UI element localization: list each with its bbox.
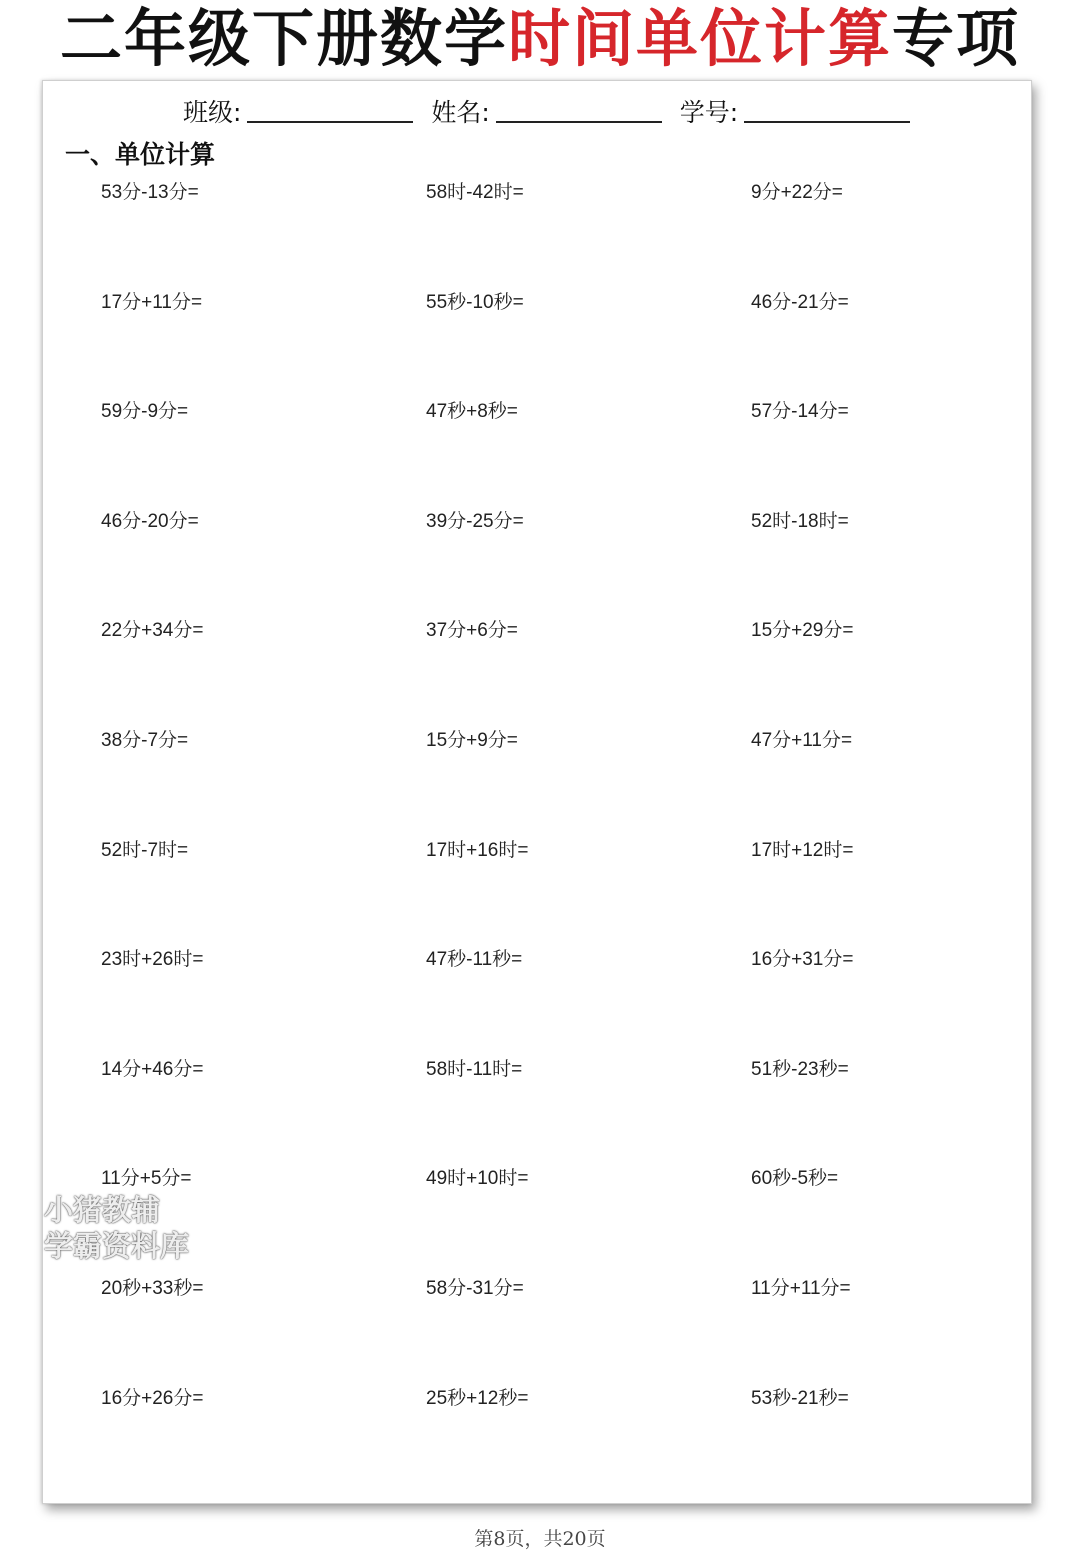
problem-item: 52时-18时=	[751, 510, 849, 532]
watermark-line-2: 学霸资料库	[44, 1229, 190, 1263]
problem-item: 11分+5分=	[101, 1168, 192, 1190]
name-blank-line	[496, 95, 662, 123]
problem-item: 52时-7时=	[101, 839, 189, 861]
problem-item: 16分+31分=	[751, 949, 854, 971]
problem-item: 49时+10时=	[426, 1168, 529, 1190]
problem-item: 59分-9分=	[101, 401, 189, 423]
banner-title	[0, 0, 1080, 78]
problem-item: 20秒+33秒=	[101, 1277, 204, 1299]
problem-item: 47分+11分=	[751, 729, 853, 751]
problem-item: 53秒-21秒=	[751, 1387, 849, 1409]
problem-item: 22分+34分=	[101, 620, 204, 642]
problem-item: 58分-31分=	[426, 1277, 524, 1299]
class-blank-line	[247, 95, 413, 123]
problem-item: 37分+6分=	[426, 620, 518, 642]
name-label: 姓名:	[431, 98, 490, 127]
problem-item: 58时-11时=	[426, 1058, 523, 1080]
problem-item: 47秒-11秒=	[426, 949, 523, 971]
problem-item: 51秒-23秒=	[751, 1058, 849, 1080]
banner-title-part-1: 二年级下册数学	[59, 2, 508, 75]
section-heading: 一、单位计算	[65, 140, 216, 169]
problem-item: 60秒-5秒=	[751, 1168, 839, 1190]
problem-item: 15分+29分=	[751, 620, 854, 642]
worksheet-page	[42, 80, 1032, 1504]
page-number: 第8页，共20页	[474, 1528, 606, 1550]
problem-item: 15分+9分=	[426, 729, 518, 751]
problem-item: 17时+12时=	[751, 839, 854, 861]
student-id-blank-line	[744, 95, 910, 123]
student-id-field	[680, 95, 910, 131]
problem-item: 17分+11分=	[101, 291, 203, 313]
class-label: 班级:	[183, 98, 242, 127]
name-field	[431, 95, 661, 131]
problem-item: 11分+11分=	[751, 1277, 851, 1299]
problem-item: 14分+46分=	[101, 1058, 204, 1080]
student-info-row	[183, 95, 920, 131]
problem-item: 39分-25分=	[426, 510, 524, 532]
problem-item: 25秒+12秒=	[426, 1387, 529, 1409]
problem-item: 16分+26分=	[101, 1387, 204, 1409]
problem-item: 46分-21分=	[751, 291, 849, 313]
problem-item: 9分+22分=	[751, 182, 843, 203]
problem-item: 47秒+8秒=	[426, 401, 518, 423]
problem-item: 23时+26时=	[101, 949, 204, 971]
banner-title-part-2: 专项	[892, 2, 1021, 75]
problem-item: 58时-42时=	[426, 182, 524, 203]
problem-item: 55秒-10秒=	[426, 291, 524, 313]
banner-title-highlight: 时间单位计算	[507, 2, 892, 75]
student-id-label: 学号:	[679, 98, 739, 127]
problem-item: 38分-7分=	[101, 729, 189, 751]
problem-item: 53分-13分=	[101, 182, 199, 203]
problem-item: 57分-14分=	[751, 401, 849, 423]
class-field	[183, 95, 413, 131]
watermark-line-1: 小猪教辅	[44, 1193, 161, 1227]
problem-item: 17时+16时=	[426, 839, 529, 861]
problem-item: 46分-20分=	[101, 510, 199, 532]
watermark	[44, 1192, 224, 1264]
problem-grid	[101, 181, 1076, 1496]
